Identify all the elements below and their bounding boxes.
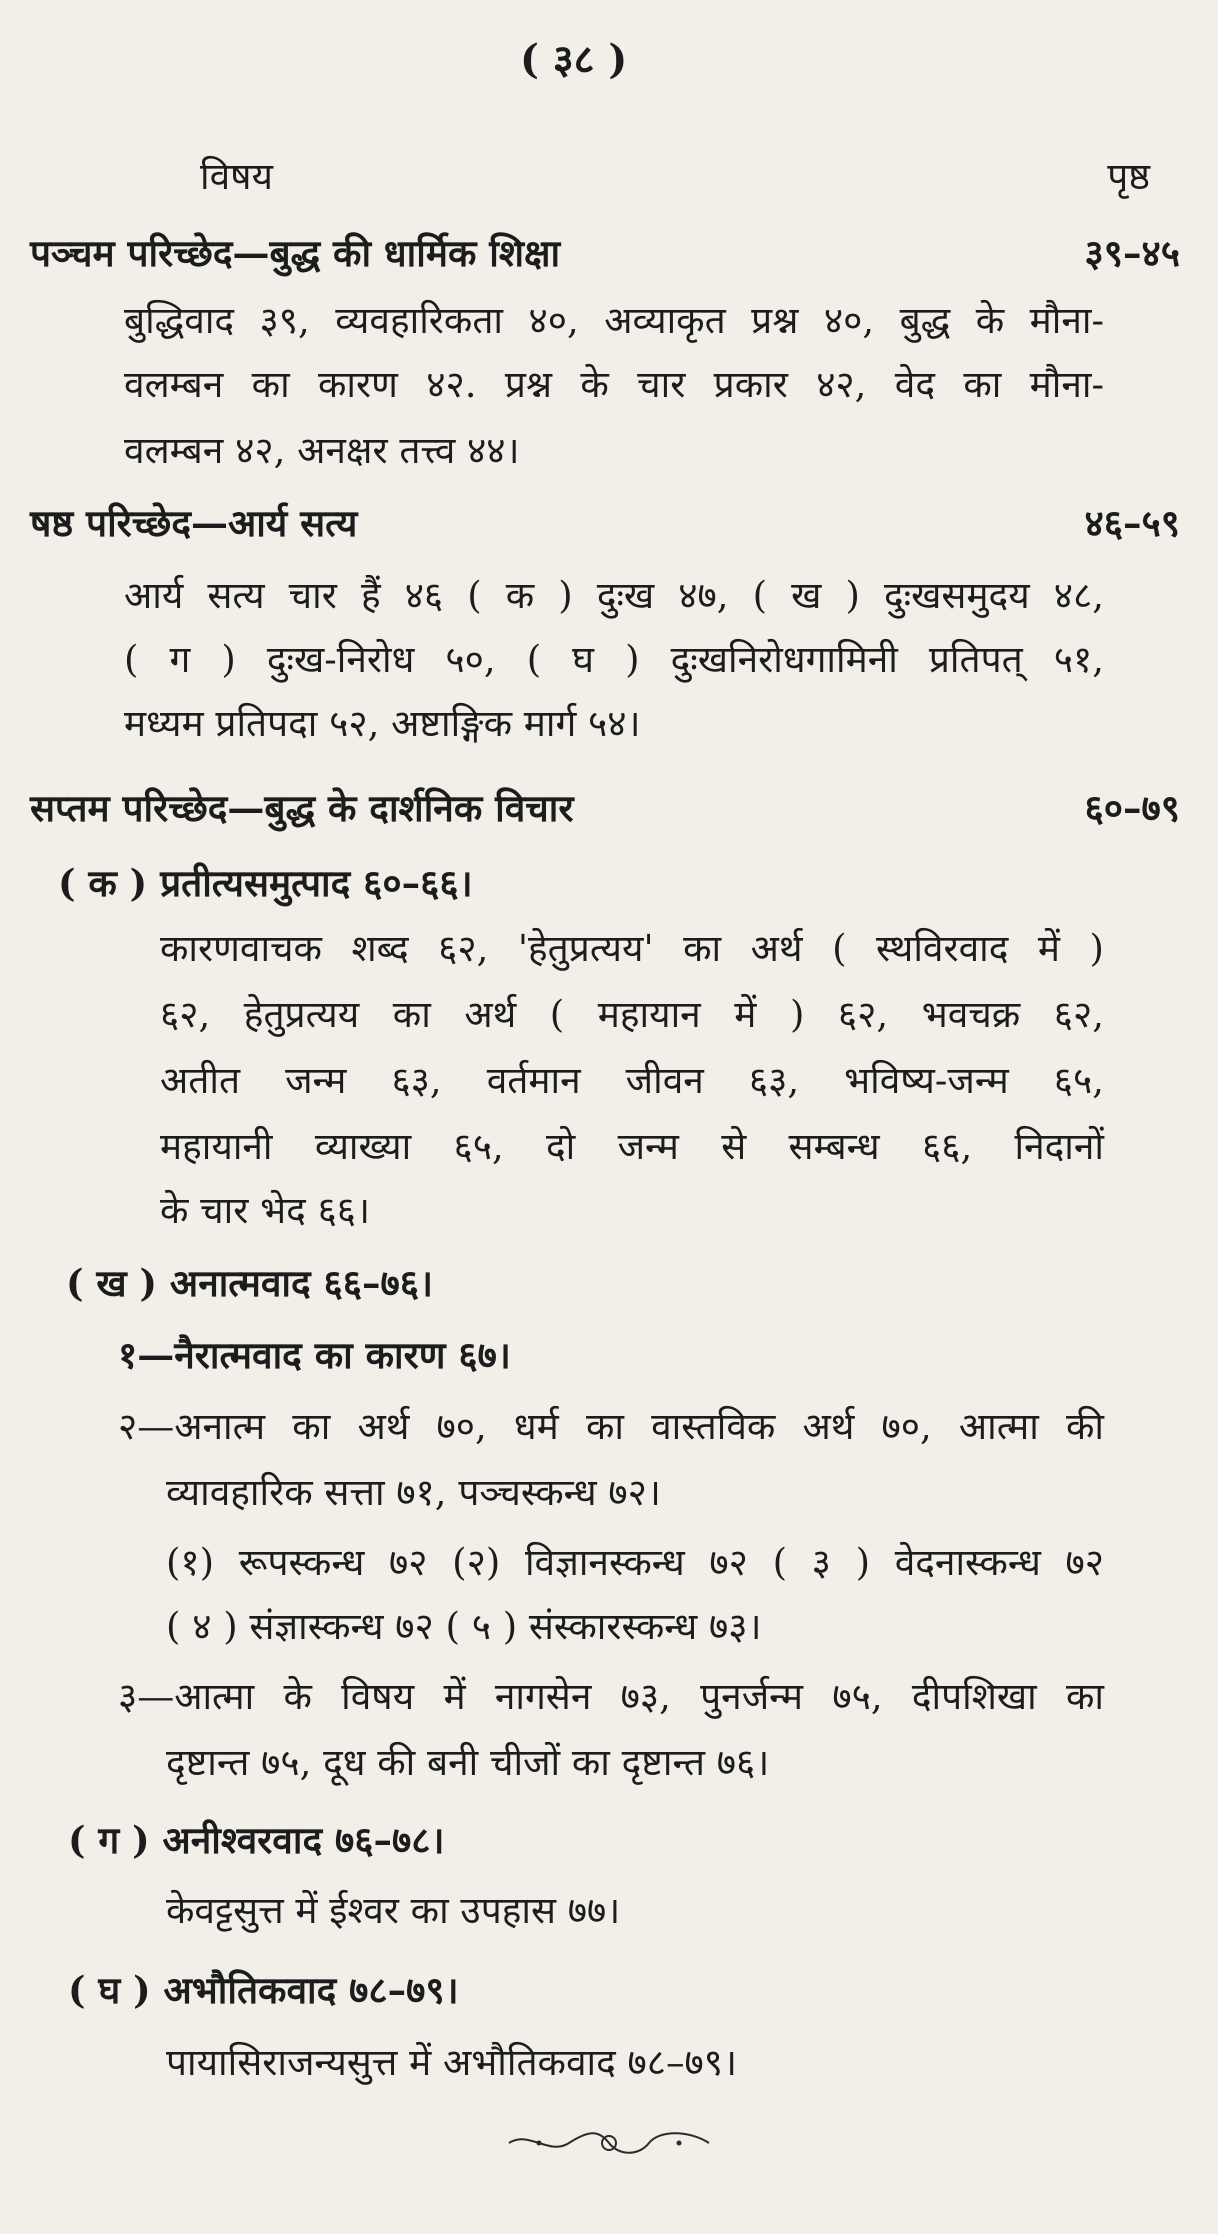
section-page-range: ३९–४५ bbox=[1084, 231, 1180, 275]
entry-line: बुद्धिवाद ३९, व्यवहारिकता ४०, अव्याकृत प्रश्न ४०, बुद्ध के मौना- bbox=[124, 299, 1104, 342]
entry-line: अतीत जन्म ६३, वर्तमान जीवन ६३, भविष्य-जन्म ६५, bbox=[160, 1059, 1104, 1102]
entry-line: व्यावहारिक सत्ता ७१, पञ्चस्कन्ध ७२। bbox=[166, 1471, 661, 1514]
entry-line: ( ग ) दुःख-निरोध ५०, ( घ ) दुःखनिरोधगामिनी प्रतिपत् ५१, bbox=[124, 638, 1104, 681]
entry-line: केवट्टसुत्त में ईश्वर का उपहास ७७। bbox=[166, 1889, 621, 1932]
entry-line: ३—आत्मा के विषय में नागसेन ७३, पुनर्जन्म ७५, दीपशिखा का bbox=[118, 1675, 1104, 1718]
subsection-heading: ( ग ) अनीश्वरवाद ७६–७८। bbox=[68, 1818, 445, 1862]
entry-line: वलम्बन ४२, अनक्षर तत्त्व ४४। bbox=[124, 429, 520, 472]
section-heading: सप्तम परिच्छेद—बुद्ध के दार्शनिक विचार bbox=[30, 786, 574, 830]
column-header-page: पृष्ठ bbox=[1107, 155, 1150, 198]
subsection-heading: ( घ ) अभौतिकवाद ७८–७९। bbox=[68, 1968, 459, 2012]
entry-line: मध्यम प्रतिपदा ५२, अष्टाङ्गिक मार्ग ५४। bbox=[124, 702, 641, 745]
entry-line: १—नैरात्मवाद का कारण ६७। bbox=[118, 1333, 511, 1377]
entry-line: के चार भेद ६६। bbox=[160, 1189, 371, 1232]
section-heading: पञ्चम परिच्छेद—बुद्ध की धार्मिक शिक्षा bbox=[30, 231, 561, 275]
entry-line: आर्य सत्य चार हैं ४६ ( क ) दुःख ४७, ( ख ) दुःखसमुदय ४८, bbox=[124, 574, 1104, 617]
entry-line: महायानी व्याख्या ६५, दो जन्म से सम्बन्ध ६६, निदानों bbox=[160, 1125, 1104, 1168]
entry-line: २—अनात्म का अर्थ ७०, धर्म का वास्तविक अर्थ ७०, आत्मा की bbox=[118, 1405, 1104, 1448]
section-page-range: ६०–७९ bbox=[1084, 786, 1180, 830]
subsection-heading: ( क ) प्रतीत्यसमुत्पाद ६०–६६। bbox=[58, 861, 473, 905]
section-heading: षष्ठ परिच्छेद—आर्य सत्य bbox=[30, 501, 358, 545]
entry-line: पायासिराजन्यसुत्त में अभौतिकवाद ७८–७९। bbox=[166, 2041, 738, 2084]
entry-line: दृष्टान्त ७५, दूध की बनी चीजों का दृष्टान्त ७६। bbox=[166, 1741, 770, 1784]
page-number: ( ३८ ) bbox=[520, 36, 628, 83]
subsection-heading: ( ख ) अनात्मवाद ६६–७६। bbox=[66, 1261, 433, 1305]
entry-line: ( ४ ) संज्ञास्कन्ध ७२ ( ५ ) संस्कारस्कन्ध ७३। bbox=[166, 1605, 762, 1648]
column-header-subject: विषय bbox=[200, 155, 274, 198]
entry-line: ६२, हेतुप्रत्यय का अर्थ ( महायान में ) ६२, भवचक्र ६२, bbox=[160, 993, 1104, 1036]
entry-line: कारणवाचक शब्द ६२, 'हेतुप्रत्यय' का अर्थ ( स्थविरवाद में ) bbox=[160, 927, 1104, 970]
entry-line: वलम्बन का कारण ४२. प्रश्न के चार प्रकार ४२, वेद का मौना- bbox=[124, 363, 1104, 406]
section-page-range: ४६–५९ bbox=[1084, 501, 1180, 545]
entry-line: (१) रूपस्कन्ध ७२ (२) विज्ञानस्कन्ध ७२ ( ३ ) वेदनास्कन्ध ७२ bbox=[166, 1541, 1104, 1584]
ornament-divider bbox=[499, 2128, 719, 2158]
